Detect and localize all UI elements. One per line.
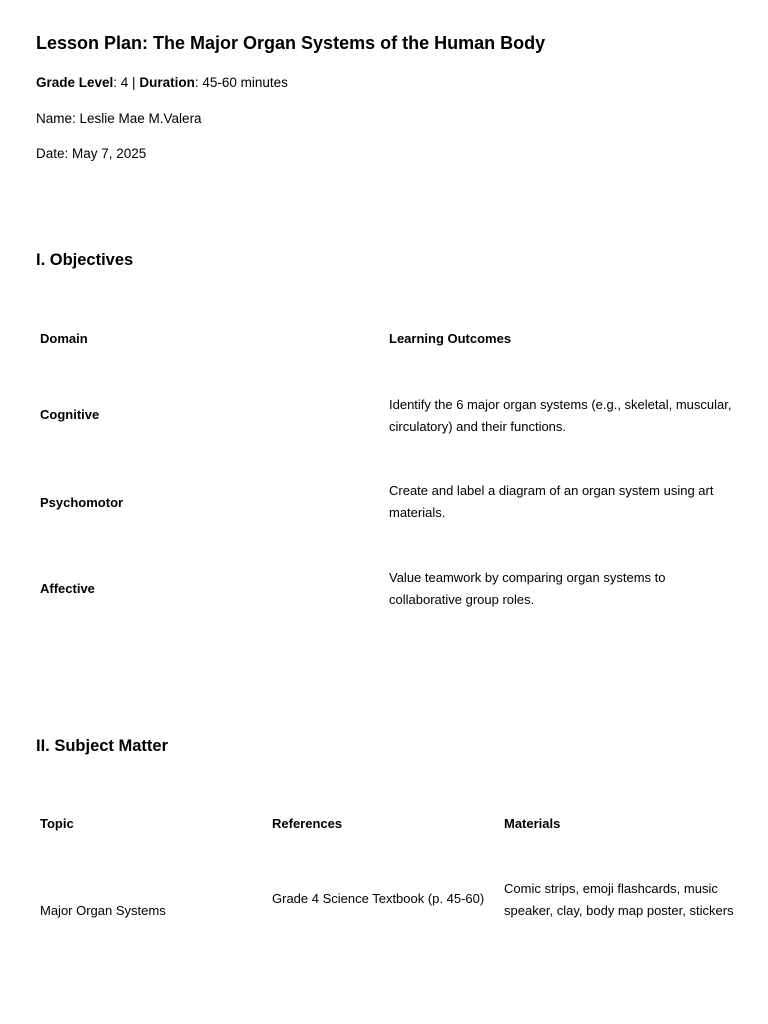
objectives-domain-cell: Cognitive <box>40 407 100 422</box>
objectives-header-domain: Domain <box>40 331 88 346</box>
grade-duration-line <box>36 73 288 93</box>
objectives-domain-cell: Affective <box>40 581 95 596</box>
objectives-heading: I. Objectives <box>36 251 134 269</box>
objectives-header-outcomes: Learning Outcomes <box>389 331 512 346</box>
subject-header-materials: Materials <box>504 816 561 831</box>
subject-references-cell: Grade 4 Science Textbook (p. 45-60) <box>272 891 485 906</box>
subject-topic-cell: Major Organ Systems <box>40 903 166 918</box>
objectives-domain-cell: Psychomotor <box>40 495 124 510</box>
document-title: Lesson Plan: The Major Organ Systems of the Human Body <box>36 33 546 53</box>
subject-matter-heading: II. Subject Matter <box>36 737 169 755</box>
name-line: Name: Leslie Mae M.Valera <box>36 111 202 126</box>
duration-value: : 45-60 minutes <box>194 75 288 90</box>
subject-header-topic: Topic <box>40 816 74 831</box>
grade-level-value: : 4 | <box>113 75 140 90</box>
duration-label: Duration <box>139 75 195 90</box>
objectives-outcome-cell: Identify the 6 major organ systems (e.g., skeletal, muscular, circulatory) and their functions. <box>389 397 732 434</box>
subject-header-references: References <box>272 816 343 831</box>
grade-level-label: Grade Level <box>36 75 114 90</box>
subject-materials-cell: Comic strips, emoji flashcards, music speaker, clay, body map poster, stickers <box>504 881 734 918</box>
date-line: Date: May 7, 2025 <box>36 146 147 161</box>
objectives-outcome-cell: Create and label a diagram of an organ system using art materials. <box>389 483 714 520</box>
objectives-outcome-cell: Value teamwork by comparing organ systems to collaborative group roles. <box>389 570 666 607</box>
